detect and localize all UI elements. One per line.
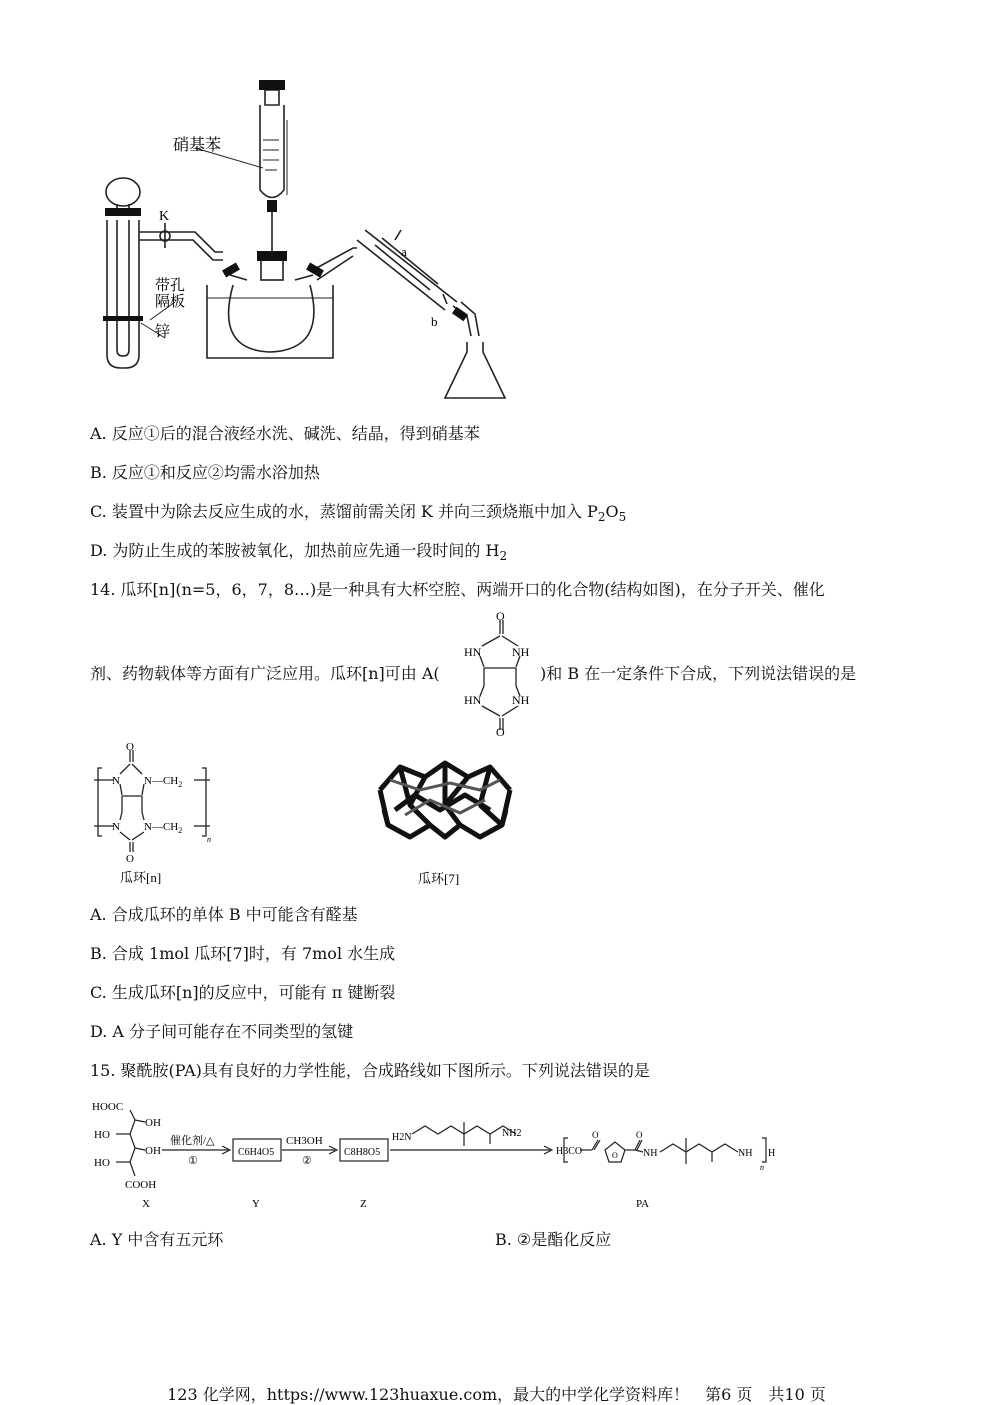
cucurbituril-repeat-unit: [92, 740, 222, 890]
q14-option-a: A. 合成瓜环的单体 B 中可能含有醛基: [90, 905, 358, 924]
y-formula: C6H4O5: [238, 1147, 275, 1158]
poly-n-left-bottom: N: [112, 821, 120, 833]
q14-option-c: C. 生成瓜环[n]的反应中，可能有 π 键断裂: [90, 983, 396, 1002]
label-y: Y: [252, 1198, 260, 1210]
poly-n-subscript: n: [207, 835, 211, 844]
q15-option-a: A. Y 中含有五元环: [90, 1230, 224, 1249]
catalyst-condition: 催化剂/△: [170, 1135, 215, 1147]
atom-o-top: O: [496, 612, 505, 623]
outlet-b-label: b: [431, 314, 438, 329]
page-footer: 123 化学网，https://www.123huaxue.com，最大的中学化学资料库！ 第6 页 共10 页: [167, 1385, 826, 1404]
q13-option-a: A. 反应①后的混合液经水洗、碱洗、结晶，得到硝基苯: [90, 424, 480, 443]
reagent-methanol: CH3OH: [286, 1135, 323, 1147]
plate-label-2: 隔板: [155, 294, 186, 310]
nitrobenzene-label: 硝基苯: [173, 137, 222, 154]
x-ho-2: HO: [94, 1157, 110, 1169]
q13-option-d: D. 为防止生成的苯胺被氧化，加热前应先通一段时间的 $H_2$: [90, 541, 508, 564]
diamine-nh2: NH2: [502, 1128, 522, 1139]
q13-option-c: C. 装置中为除去反应生成的水，蒸馏前需关闭 K 并向三颈烧瓶中加入 $P_2O_5$: [90, 502, 627, 525]
q14-stem-line2a: 剂、药物载体等方面有广泛应用。瓜环[n]可由 A(: [90, 664, 440, 683]
label-pa: PA: [636, 1198, 650, 1210]
q15-option-b: B. ②是酯化反应: [495, 1230, 612, 1249]
caption-cucurbituril-7: 瓜环[7]: [418, 871, 460, 886]
pa-h3co: H3CO: [556, 1146, 583, 1157]
structure-a-glycoluril: [460, 612, 540, 737]
atom-nh-right-bottom: NH: [512, 693, 530, 707]
x-oh-2: OH: [145, 1145, 161, 1157]
x-ho-1: HO: [94, 1129, 110, 1141]
pa-nh-2: NH: [738, 1148, 753, 1159]
poly-n-left-top: N: [112, 775, 120, 787]
inlet-a-label: a: [401, 244, 407, 259]
x-cooh-bottom: COOH: [125, 1179, 157, 1191]
plate-label-1: 带孔: [155, 278, 186, 294]
q15-stem: 15. 聚酰胺(PA)具有良好的力学性能，合成路线如下图所示。下列说法错误的是: [90, 1061, 650, 1080]
valve-k-label: K: [159, 209, 170, 224]
q14-option-b: B. 合成 1mol 瓜环[7]时，有 7mol 水生成: [90, 944, 396, 963]
pa-n-subscript: n: [760, 1163, 764, 1172]
q13-option-b: B. 反应①和反应②均需水浴加热: [90, 463, 320, 482]
q14-stem-line1: 14. 瓜环[n](n=5，6，7，8…)是一种具有大杯空腔、两端开口的化合物(结构如图)，在分子开关、催化: [90, 580, 825, 599]
step-2-marker: ②: [302, 1155, 312, 1167]
q15-synthesis-route: [90, 1092, 790, 1217]
poly-nch2-bottom: $N—CH_2$: [144, 821, 183, 835]
apparatus-figure: [95, 80, 515, 410]
poly-nch2-top: $N—CH_2$: [144, 775, 183, 789]
poly-o-bottom: O: [126, 853, 134, 865]
pa-h-end: H: [768, 1148, 776, 1159]
atom-hn-left-top: HN: [464, 645, 482, 659]
x-hooc-top: HOOC: [92, 1101, 124, 1113]
atom-hn-left-bottom: HN: [464, 693, 482, 707]
atom-nh-right-top: NH: [512, 645, 530, 659]
pa-carbonyl-o-2: O: [636, 1130, 643, 1140]
cucurbituril-7-model: [370, 755, 520, 890]
pa-carbonyl-o-1: O: [592, 1130, 599, 1140]
x-oh-1: OH: [145, 1117, 161, 1129]
atom-o-bottom: O: [496, 725, 505, 737]
diamine-h2n: H2N: [392, 1132, 412, 1143]
pa-nh-1: NH: [643, 1148, 658, 1159]
poly-o-top: O: [126, 741, 134, 753]
q14-option-d: D. A 分子间可能存在不同类型的氢键: [90, 1022, 354, 1041]
step-1-marker: ①: [188, 1155, 198, 1167]
zinc-label: 锌: [155, 324, 171, 340]
q14-stem-line2b: )和 B 在一定条件下合成，下列说法错误的是: [540, 664, 857, 683]
z-formula: C8H8O5: [344, 1147, 381, 1158]
pa-furan-o: O: [612, 1151, 618, 1160]
label-x: X: [142, 1198, 150, 1210]
caption-cucurbituril-n: 瓜环[n]: [120, 870, 162, 885]
label-z: Z: [360, 1198, 367, 1210]
